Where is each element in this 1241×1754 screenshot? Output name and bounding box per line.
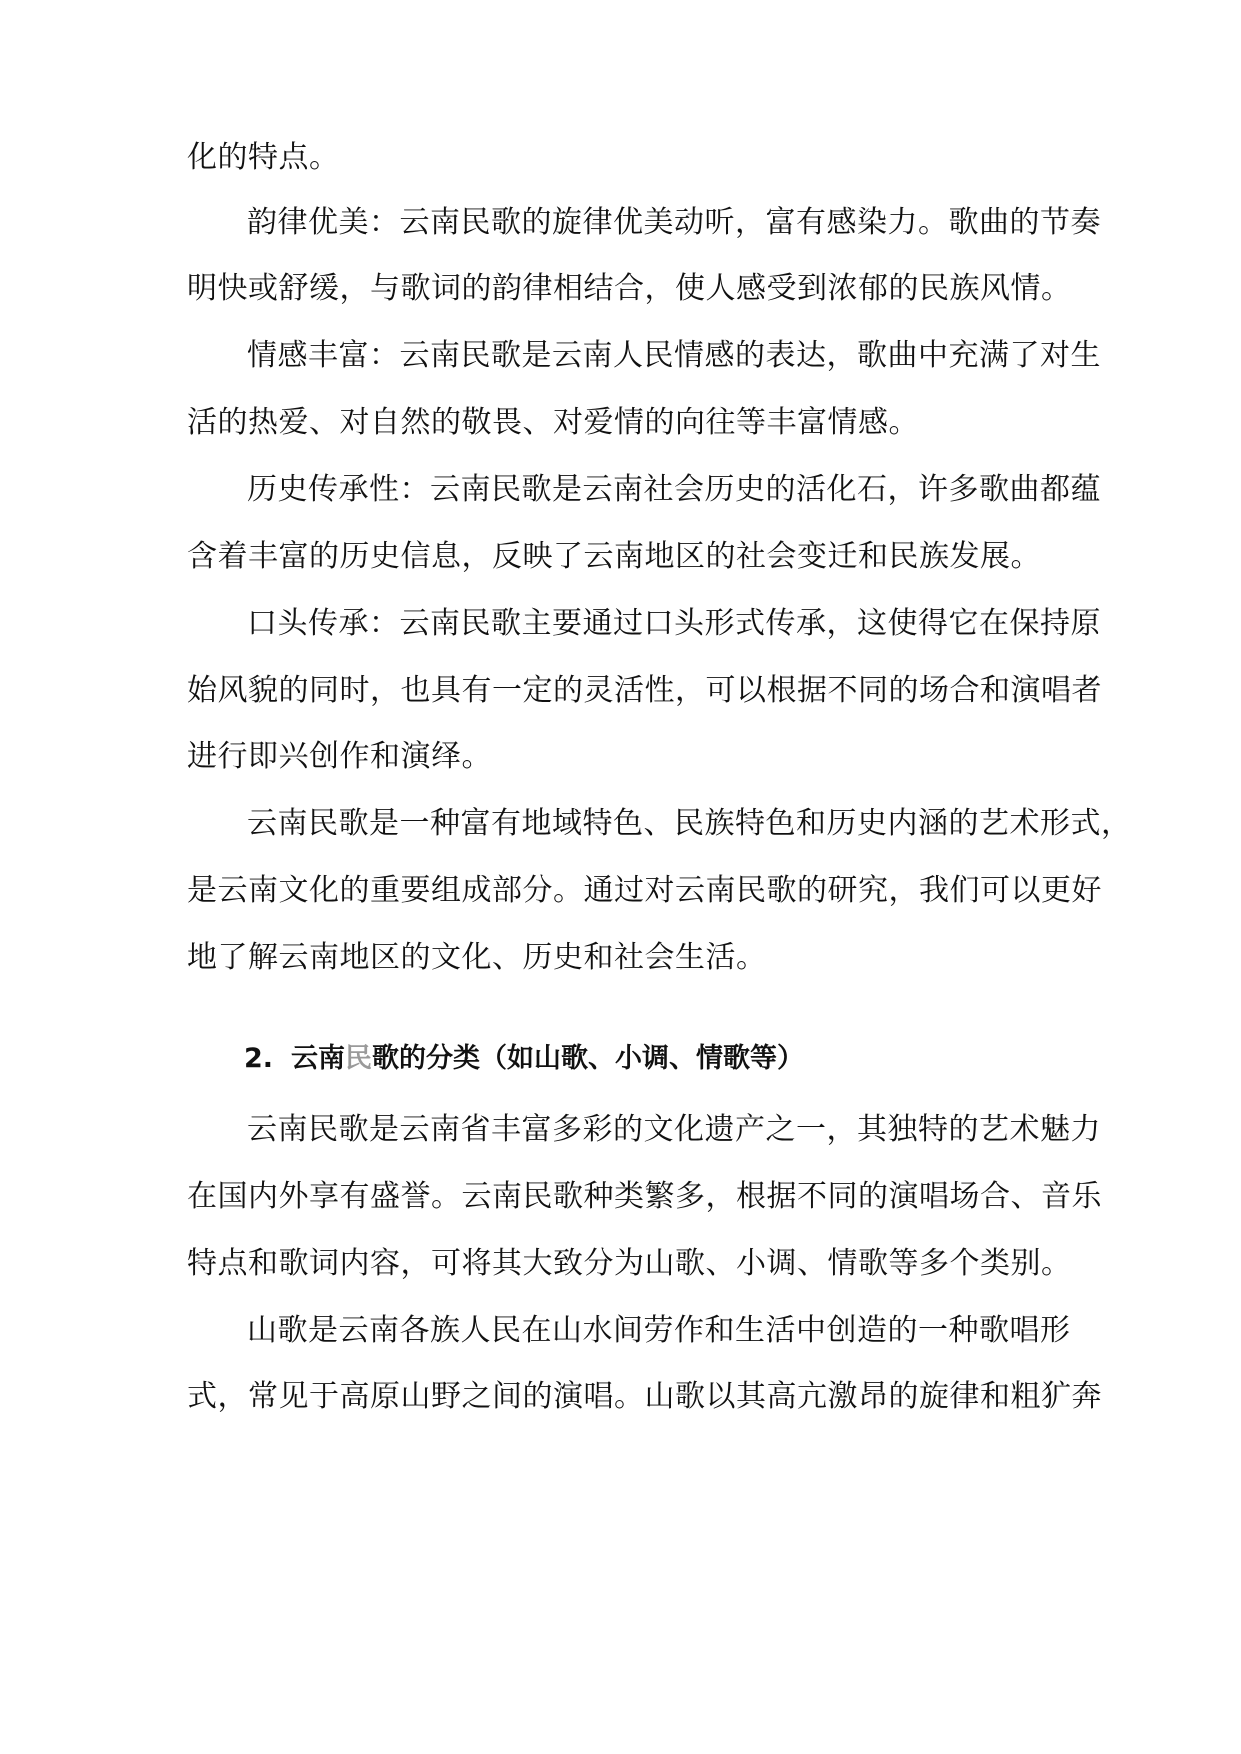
section-title-part: 云南 (291, 1043, 346, 1074)
section-number: 2. (244, 1043, 274, 1074)
paragraph-line: 山歌是云南各族人民在山水间劳作和生活中创造的一种歌唱形 (247, 1313, 1071, 1348)
section-heading (244, 1039, 1064, 1079)
paragraph-line: 式，常见于高原山野之间的演唱。山歌以其高亢激昂的旋律和粗犷奔 (187, 1379, 1102, 1414)
paragraph-line: 在国内外享有盛誉。云南民歌种类繁多，根据不同的演唱场合、音乐 (187, 1179, 1102, 1214)
paragraph-line: 历史传承性：云南民歌是云南社会历史的活化石，许多歌曲都蕴 (247, 472, 1101, 507)
paragraph-line: 化的特点。 (187, 140, 340, 175)
paragraph-line: 地了解云南地区的文化、历史和社会生活。 (187, 940, 767, 975)
paragraph-line: 是云南文化的重要组成部分。通过对云南民歌的研究，我们可以更好 (187, 873, 1102, 908)
paragraph-line: 韵律优美：云南民歌的旋律优美动听，富有感染力。歌曲的节奏 (247, 205, 1101, 240)
paragraph-line: 进行即兴创作和演绎。 (187, 739, 492, 774)
section-title-part: 歌的分类（如山歌、小调、情歌等） (372, 1043, 805, 1074)
paragraph-line: 云南民歌是云南省丰富多彩的文化遗产之一，其独特的艺术魅力 (247, 1112, 1101, 1147)
paragraph-line: 云南民歌是一种富有地域特色、民族特色和历史内涵的艺术形式， (247, 806, 1132, 841)
paragraph-line: 含着丰富的历史信息，反映了云南地区的社会变迁和民族发展。 (187, 539, 1041, 574)
paragraph-line: 口头传承：云南民歌主要通过口头形式传承，这使得它在保持原 (247, 606, 1101, 641)
paragraph-line: 活的热爱、对自然的敬畏、对爱情的向往等丰富情感。 (187, 405, 919, 440)
paragraph-line: 情感丰富：云南民歌是云南人民情感的表达，歌曲中充满了对生 (247, 338, 1101, 373)
section-title-highlight: 民 (345, 1043, 373, 1074)
paragraph-line: 明快或舒缓，与歌词的韵律相结合，使人感受到浓郁的民族风情。 (187, 271, 1072, 306)
paragraph-line: 始风貌的同时，也具有一定的灵活性，可以根据不同的场合和演唱者 (187, 673, 1102, 708)
paragraph-line: 特点和歌词内容，可将其大致分为山歌、小调、情歌等多个类别。 (187, 1246, 1072, 1281)
